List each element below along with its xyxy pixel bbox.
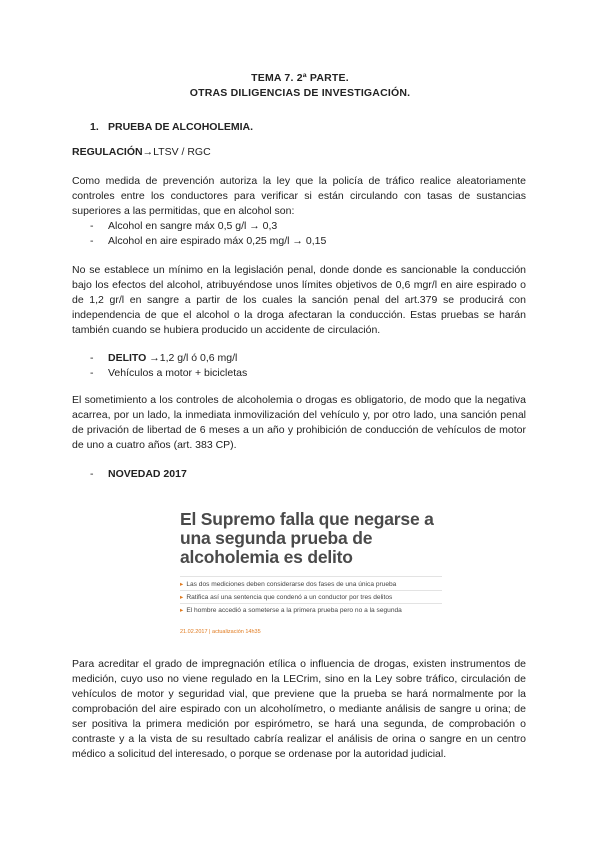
list-item xyxy=(90,234,326,249)
paragraph-sometimiento: El sometimiento a los controles de alcoholemia o drogas es obligatorio, de modo que la negativa acarrea, por un lado, la inmediata inmovilización del vehículo y, por otro lado, una sanción penal de privación de libertad de 6 meses a un año y prohibición de conducción de vehículos de motor de uno a cuatro años (art. 383 CP). xyxy=(72,394,526,451)
list-item-delito xyxy=(90,351,237,366)
clipping-bullet xyxy=(180,606,402,614)
paragraph-medicion: Para acreditar el grado de impregnación etílica o influencia de drogas, existen instrumentos de medición, cuyo uso no viene regulado en la LECrim, sino en la Ley sobre tráfico, circulación de vehículos de motor y seguridad vial, que previene que la prueba se hará normalmente por la comprobación del aire espirado con un alcoholímetro, o mediante análisis de sangre u orina; de ser positiva la primera medición por espirómetro, se hará una segunda, de comprobación o contraste y a la vista de su resultado cabría realizar el análisis de orina o sangre en un centro médico a solicitud del interesado, o porque se ordenase por la autoridad judicial. xyxy=(72,658,526,760)
delito-text: →1,2 g/l ó 0,6 mg/l xyxy=(146,352,238,364)
regulacion-line xyxy=(72,145,526,160)
list-dash: - xyxy=(90,235,94,247)
vehiculos-text: Vehículos a motor + bicicletas xyxy=(108,367,248,379)
clipping-divider xyxy=(180,603,442,604)
clipping-bullet-text: Ratifica así una sentencia que condenó a un conductor por tres delitos xyxy=(186,594,393,601)
arrow-right-icon: ▸ xyxy=(180,594,184,601)
paragraph-prevencion: Como medida de prevención autoriza la ley que la policía de tráfico realice aleatoriamente controles entre los conductores para verificar si están circulando con tasas de sustancias superiores a las permitidas, que en alcohol son: xyxy=(72,175,526,217)
novedad-label: NOVEDAD 2017 xyxy=(108,468,187,480)
list-dash: - xyxy=(90,367,94,379)
clipping-bullet xyxy=(180,580,396,588)
clipping-divider xyxy=(180,576,442,577)
clipping-date: 21.02.2017 | actualización 14h35 xyxy=(180,629,261,635)
list-item-text: Alcohol en aire espirado máx 0,25 mg/l → 0,15 xyxy=(108,235,327,247)
section-number: 1. xyxy=(90,121,99,133)
clipping-bullet-text: Las dos mediciones deben considerarse dos fases de una única prueba xyxy=(186,581,397,588)
section-heading xyxy=(90,121,253,133)
news-clipping-image xyxy=(172,506,448,638)
clipping-bullet xyxy=(180,593,392,601)
clipping-bullet-text: El hombre accedió a someterse a la primera prueba pero no a la segunda xyxy=(186,607,402,614)
list-item-novedad xyxy=(90,467,187,482)
list-dash: - xyxy=(90,352,94,364)
list-item-vehiculos xyxy=(90,366,247,381)
section-title: PRUEBA DE ALCOHOLEMIA. xyxy=(108,121,254,133)
paragraph-legislacion: No se establece un mínimo en la legislación penal, donde donde es sancionable la conducción bajo los efectos del alcohol, atribuyéndose unos límites objetivos de 0,6 mgr/l en aire espirado o de 1,2 gr/l en sangre a partir de los cuales la sanción penal del art.379 se producirá con independencia de que el alcohol o la droga afectaran la conducción. Estas pruebas se harán también cuando se hubiera producido un accidente de circulación. xyxy=(72,264,526,336)
clipping-headline: El Supremo falla que negarse a una segunda prueba de alcoholemia es delito xyxy=(180,509,434,567)
arrow-right-icon: ▸ xyxy=(180,607,184,614)
doc-title-line1: TEMA 7. 2ª PARTE. xyxy=(251,72,349,84)
list-dash: - xyxy=(90,468,94,480)
regulacion-label: REGULACIÓN xyxy=(72,146,143,158)
doc-title-line2: OTRAS DILIGENCIAS DE INVESTIGACIÓN. xyxy=(189,87,411,99)
regulacion-text: →LTSV / RGC xyxy=(142,146,211,158)
list-dash: - xyxy=(90,220,94,232)
list-item-text: Alcohol en sangre máx 0,5 g/l → 0,3 xyxy=(108,220,278,232)
arrow-right-icon: ▸ xyxy=(180,581,184,588)
delito-label: DELITO xyxy=(108,352,147,364)
clipping-divider xyxy=(180,590,442,591)
list-item xyxy=(90,219,277,234)
